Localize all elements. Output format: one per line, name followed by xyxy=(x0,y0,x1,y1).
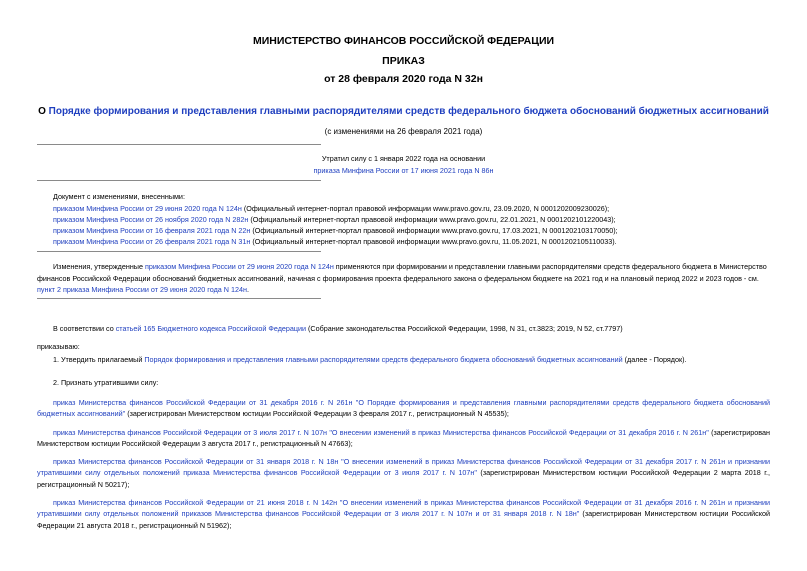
change-item xyxy=(53,237,617,246)
divider xyxy=(37,251,321,252)
voided-note: Утратил силу с 1 января 2022 года на основании xyxy=(321,154,486,163)
repealed-order-text: (зарегистрирован Министерством юстиции Российской Федерации 3 августа 2017 г., регистрационный N 47663); xyxy=(37,428,770,449)
item-2: 2. Признать утратившими силу: xyxy=(53,378,159,387)
title-link[interactable]: Порядке формирования и представления главными распорядителями средств федерального бюджета обоснований бюджетных ассигнований xyxy=(48,106,769,117)
note-link[interactable]: приказом Минфина России от 29 июня 2020 года N 124н xyxy=(144,262,334,271)
repealed-order-text: (зарегистрирован Министерством юстиции Российской Федерации 21 августа 2018 г., регистрационный N 51962); xyxy=(37,509,771,530)
changes-applicability-note xyxy=(37,261,770,296)
order-word: приказываю: xyxy=(37,342,80,351)
change-link[interactable]: приказом Минфина России от 16 февраля 2021 года N 22н xyxy=(53,226,251,235)
repealed-order-text: (зарегистрирован Министерством юстиции Российской Федерации 2 марта 2018 г., регистрационный N 50217); xyxy=(37,468,770,489)
document-title xyxy=(0,106,807,117)
change-text: (Официальный интернет-портал правовой информации www.pravo.gov.ru, 22.01.2021, N 0001202101220043); xyxy=(248,215,616,224)
repealed-order-link[interactable]: приказ Министерства финансов Российской Федерации от 31 января 2018 г. N 18н "О внесении изменений в приказ Министерства финансов Российской Федерации от 31 декабря 2017 г. N 261н и признании утратившими силу отдельных положений приказа Министерства финансов Российской Федерации от 3 июля 2017 г. N 107н" xyxy=(37,457,770,478)
divider xyxy=(37,144,321,145)
document-date: от 28 февраля 2020 года N 32н xyxy=(324,73,483,85)
repealed-order-text: (зарегистрирован Министерством юстиции Российской Федерации 3 февраля 2017 г., регистрационный N 45535); xyxy=(125,409,509,419)
procedure-link[interactable]: Порядок формирования и представления главными распорядителями средств федерального бюджета обоснований бюджетных ассигнований xyxy=(144,355,623,364)
item-1 xyxy=(53,354,770,365)
change-text: (Официальный интернет-портал правовой информации www.pravo.gov.ru, 17.03.2021, N 0001202103170050); xyxy=(250,226,618,235)
item-text: (далее - Порядок). xyxy=(622,355,687,364)
change-item xyxy=(53,204,609,213)
preamble-text: (Собрание законодательства Российской Федерации, 1998, N 31, ст.3823; 2019, N 52, ст.7797) xyxy=(306,324,623,333)
document-type: ПРИКАЗ xyxy=(382,55,425,67)
voided-link-line xyxy=(0,166,807,175)
repealed-order-1 xyxy=(37,397,770,420)
voided-link[interactable]: приказа Минфина России от 17 июня 2021 года N 86н xyxy=(313,166,494,175)
repealed-order-4 xyxy=(37,497,770,531)
change-text: (Официальный интернет-портал правовой информации www.pravo.gov.ru, 11.05.2021, N 0001202105110033). xyxy=(250,237,617,246)
note-text: применяются при формировании и представлении главными распорядителями средств федерального бюджета в Министерство финансов Российской Федерации обоснований бюджетных ассигнований, начиная с формирования проекта федерального закона о федеральном бюджете на 2021 год и на плановый период 2022 и 2023 годов - см. xyxy=(37,262,767,283)
change-link[interactable]: приказом Минфина России от 29 июня 2020 года N 124н xyxy=(53,204,242,213)
repealed-order-3 xyxy=(37,456,770,490)
change-link[interactable]: приказом Минфина России от 26 ноября 2020 года N 282н xyxy=(53,215,249,224)
change-link[interactable]: приказом Минфина России от 26 февраля 2021 года N 31н xyxy=(53,237,251,246)
changes-heading: Документ с изменениями, внесенными: xyxy=(53,192,185,201)
divider xyxy=(37,180,321,181)
amended-note: (с изменениями на 26 февраля 2021 года) xyxy=(324,127,483,136)
change-item xyxy=(53,215,616,224)
note-text: . xyxy=(246,285,249,295)
preamble-text: В соответствии со xyxy=(53,324,116,333)
repealed-order-2 xyxy=(37,427,770,450)
change-item xyxy=(53,226,618,235)
divider xyxy=(37,298,321,299)
repealed-order-link[interactable]: приказ Министерства финансов Российской Федерации от 21 июня 2018 г. N 142н "О внесении изменений в приказ Министерства финансов Российской Федерации от 31 декабря 2016 г. N 261н и признании утратившими силу отдельных положений приказов Министерства финансов Российской Федерации от 3 июля 2017 г. N 107н и от 31 января 2018 г. N 18н" xyxy=(37,498,770,519)
ministry-heading: МИНИСТЕРСТВО ФИНАНСОВ РОССИЙСКОЙ ФЕДЕРАЦИИ xyxy=(252,35,555,47)
repealed-order-link[interactable]: приказ Министерства финансов Российской Федерации от 3 июля 2017 г. N 107н "О внесении изменений в приказ Министерства финансов Российской Федерации от 31 декабря 2016 г. N 261н" xyxy=(53,428,709,437)
change-text: (Официальный интернет-портал правовой информации www.pravo.gov.ru, 23.09.2020, N 0001202009230026); xyxy=(241,204,610,213)
preamble xyxy=(53,323,770,334)
title-prefix: О xyxy=(38,106,49,117)
repealed-order-link[interactable]: приказ Министерства финансов Российской Федерации от 31 декабря 2016 г. N 261н "О Порядке формирования и представления главными распорядителями средств федерального бюджета обоснований бюджетных ассигнований" xyxy=(37,398,770,419)
item-text: 1. Утвердить прилагаемый xyxy=(53,355,145,364)
note-text: Изменения, утвержденные xyxy=(53,262,145,271)
note-link[interactable]: пункт 2 приказа Минфина России от 29 июня 2020 года N 124н xyxy=(37,285,247,295)
budget-code-link[interactable]: статьей 165 Бюджетного кодекса Российской Федерации xyxy=(115,324,307,333)
